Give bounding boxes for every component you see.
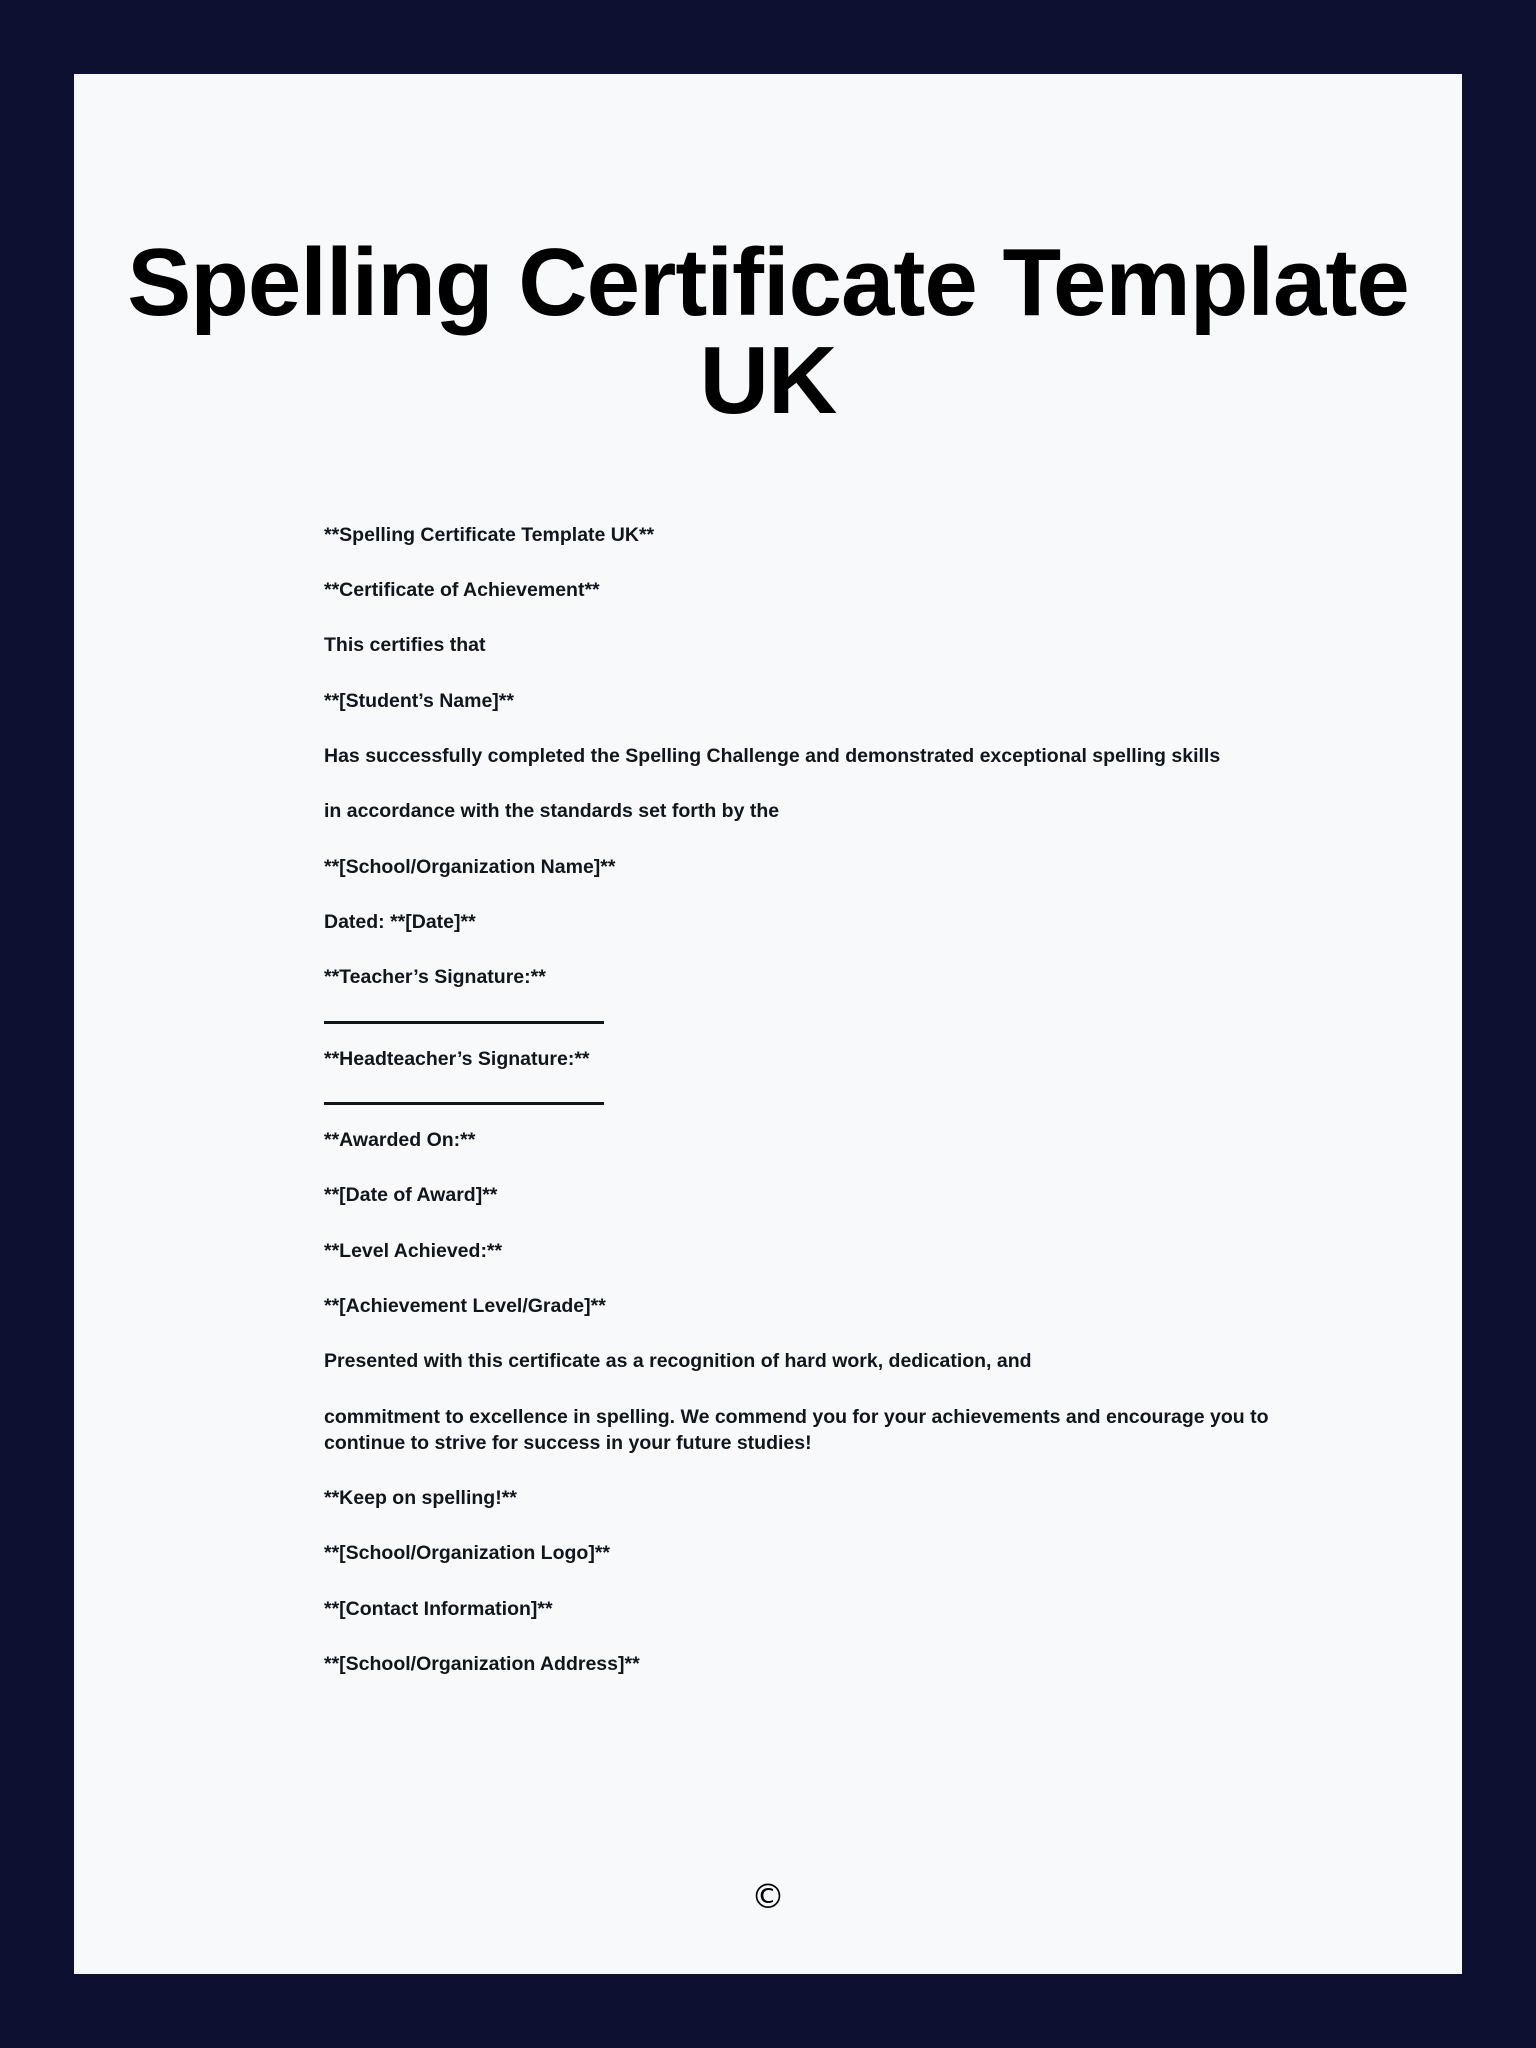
line-standards: in accordance with the standards set forth by the: [324, 800, 780, 823]
teacher-signature-line: [324, 1021, 604, 1024]
headteacher-signature-line: [324, 1102, 604, 1105]
page-title: Spelling Certificate Template UK: [127, 229, 1409, 434]
line-headteacher-signature: **Headteacher’s Signature:**: [324, 1047, 590, 1070]
line-presented-with: Presented with this certificate as a recognition of hard work, dedication, and: [324, 1350, 1032, 1373]
line-achievement-level-grade: **[Achievement Level/Grade]**: [324, 1294, 606, 1317]
line-school-organization-address: **[School/Organization Address]**: [324, 1653, 640, 1676]
line-this-certifies-that: This certifies that: [324, 634, 486, 657]
document-page: [74, 74, 1462, 1974]
line-commitment-to-excellence: commitment to excellence in spelling. We commend you for your achievements and encourage you to continue to strive for success in your future studies!: [324, 1405, 1269, 1454]
copyright-icon: ©: [751, 1877, 785, 1917]
line-completed-challenge: Has successfully completed the Spelling Challenge and demonstrated exceptional spelling skills: [324, 745, 1221, 768]
line-school-organization-name: **[School/Organization Name]**: [324, 855, 616, 878]
line-keep-on-spelling: **Keep on spelling!**: [324, 1487, 517, 1510]
line-student-name: **[Student’s Name]**: [324, 689, 514, 712]
line-contact-information: **[Contact Information]**: [324, 1597, 553, 1620]
line-date-of-award: **[Date of Award]**: [324, 1184, 498, 1207]
line-awarded-on: **Awarded On:**: [324, 1128, 476, 1151]
line-heading-template: **Spelling Certificate Template UK**: [324, 523, 655, 546]
footer: [74, 1877, 1462, 1917]
line-certificate-of-achievement: **Certificate of Achievement**: [324, 579, 600, 602]
line-dated: Dated: **[Date]**: [324, 911, 476, 933]
line-school-organization-logo: **[School/Organization Logo]**: [324, 1542, 610, 1565]
line-teacher-signature: **Teacher’s Signature:**: [324, 966, 546, 989]
line-level-achieved: **Level Achieved:**: [324, 1239, 503, 1262]
document-body: [74, 522, 1462, 1678]
